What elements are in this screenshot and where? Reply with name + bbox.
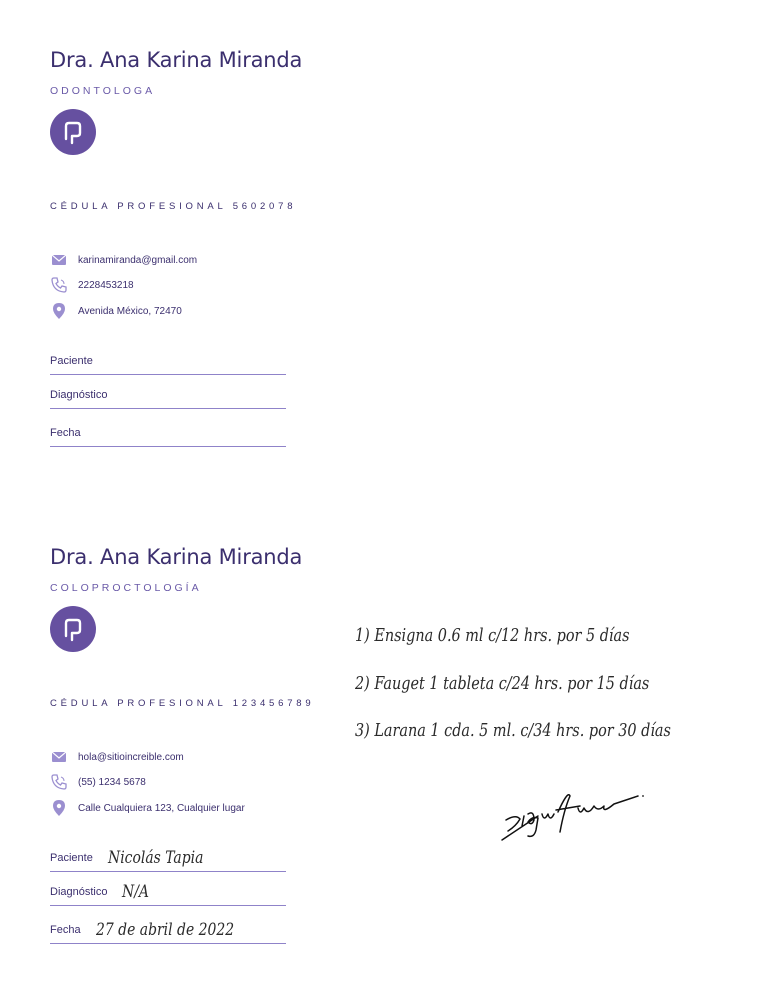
- field-paciente[interactable]: [50, 352, 286, 375]
- envelope-icon: [50, 749, 68, 765]
- contact-email: [50, 749, 184, 765]
- contact-email: [50, 252, 197, 268]
- field-fecha[interactable]: [50, 921, 286, 944]
- field-label: Fecha: [50, 924, 81, 936]
- contact-phone: [50, 277, 134, 293]
- phone-icon: [50, 774, 68, 790]
- field-paciente[interactable]: [50, 849, 286, 872]
- prescription-line-3: 3) Larana 1 cda. 5 ml. c/34 hrs. por 30 días: [355, 720, 671, 741]
- doctor-name: Dra. Ana Karina Miranda: [50, 48, 303, 72]
- field-fecha[interactable]: [50, 424, 286, 447]
- field-label: Paciente: [50, 355, 93, 367]
- prescription-line-1: 1) Ensigna 0.6 ml c/12 hrs. por 5 días: [355, 625, 630, 646]
- field-label: Paciente: [50, 852, 93, 864]
- contact-address: [50, 800, 245, 816]
- tooth-logo-icon: [50, 606, 96, 652]
- specialty: COLOPROCTOLOGÍA: [50, 582, 202, 594]
- phone-icon: [50, 277, 68, 293]
- handwritten-signature: [498, 786, 648, 846]
- map-pin-icon: [50, 800, 68, 816]
- phone-text: 2228453218: [78, 279, 134, 291]
- contact-phone: [50, 774, 146, 790]
- field-diagnostico[interactable]: [50, 883, 286, 906]
- cedula-profesional: CÉDULA PROFESIONAL 123456789: [50, 698, 315, 709]
- map-pin-icon: [50, 303, 68, 319]
- field-value-fecha: 27 de abril de 2022: [96, 920, 235, 940]
- doctor-name: Dra. Ana Karina Miranda: [50, 545, 303, 569]
- email-text: karinamiranda@gmail.com: [78, 254, 198, 266]
- address-text: Calle Cualquiera 123, Cualquier lugar: [78, 802, 245, 814]
- cedula-profesional: CÉDULA PROFESIONAL 5602078: [50, 201, 297, 212]
- specialty: ODONTOLOGA: [50, 85, 156, 97]
- address-text: Avenida México, 72470: [78, 305, 182, 317]
- email-text: hola@sitioincreible.com: [78, 751, 184, 763]
- field-label: Diagnóstico: [50, 886, 108, 898]
- envelope-icon: [50, 252, 68, 268]
- field-label: Fecha: [50, 427, 81, 439]
- field-value-paciente: Nicolás Tapia: [108, 848, 204, 868]
- contact-address: [50, 303, 182, 319]
- tooth-logo-icon: [50, 109, 96, 155]
- field-diagnostico[interactable]: [50, 386, 286, 409]
- field-value-diagnostico: N/A: [122, 882, 149, 902]
- phone-text: (55) 1234 5678: [78, 776, 146, 788]
- prescription-line-2: 2) Fauget 1 tableta c/24 hrs. por 15 días: [355, 673, 650, 694]
- field-label: Diagnóstico: [50, 389, 108, 401]
